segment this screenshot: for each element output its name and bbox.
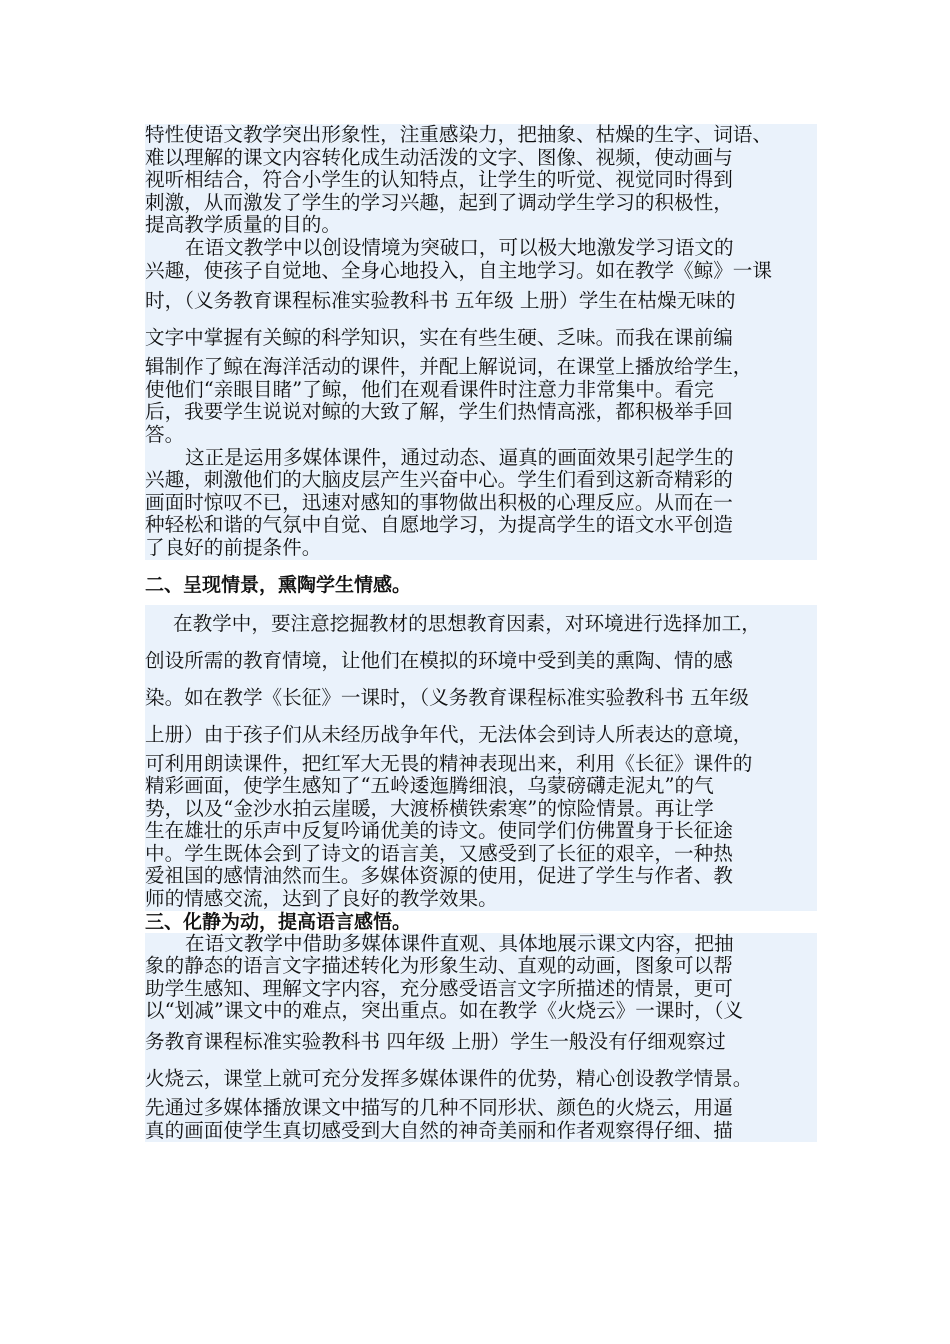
paragraph-3 [145, 447, 817, 560]
text-line: 了良好的前提条件。 [145, 537, 817, 560]
text-line: 文字中掌握有关鲸的科学知识，实在有些生硬、乏味。而我在课前编 [145, 319, 817, 356]
section-heading-3: 三、化静为动，提高语言感悟。 [145, 910, 412, 933]
paragraph-1 [145, 124, 817, 237]
text-line: 特性使语文教学突出形象性，注重感染力，把抽象、枯燥的生字、词语、 [145, 124, 817, 147]
text-line: 势，以及“金沙水拍云崖暖，大渡桥横铁索寒”的惊险情景。再让学 [145, 798, 817, 821]
text-line: 后，我要学生说说对鲸的大致了解，学生们热情高涨，都积极举手回 [145, 401, 817, 424]
paragraph-4 [145, 605, 817, 911]
text-line: 时，（义务教育课程标准实验教科书 五年级 上册）学生在枯燥无味的 [145, 282, 817, 319]
text-line: 视听相结合，符合小学生的认知特点，让学生的听觉、视觉同时得到 [145, 169, 817, 192]
text-line: 这正是运用多媒体课件，通过动态、逼真的画面效果引起学生的 [145, 447, 817, 470]
text-line: 在语文教学中以创设情境为突破口，可以极大地激发学习语文的 [145, 237, 817, 260]
paragraph-2 [145, 237, 817, 447]
text-line: 创设所需的教育情境，让他们在模拟的环境中受到美的熏陶、情的感 [145, 642, 817, 679]
text-line: 辑制作了鲸在海洋活动的课件，并配上解说词，在课堂上播放给学生， [145, 356, 817, 379]
text-line: 务教育课程标准实验教科书 四年级 上册）学生一般没有仔细观察过 [145, 1023, 817, 1060]
section-heading-2: 二、呈现情景，熏陶学生情感。 [145, 573, 412, 596]
text-line: 精彩画面，使学生感知了“五岭逶迤腾细浪，乌蒙磅礴走泥丸”的气 [145, 775, 817, 798]
text-line: 兴趣，使孩子自觉地、全身心地投入，自主地学习。如在教学《鲸》一课 [145, 260, 817, 283]
text-line: 师的情感交流，达到了良好的教学效果。 [145, 888, 817, 911]
text-line: 兴趣，刺激他们的大脑皮层产生兴奋中心。学生们看到这新奇精彩的 [145, 469, 817, 492]
text-line: 种轻松和谐的气氛中自觉、自愿地学习，为提高学生的语文水平创造 [145, 514, 817, 537]
text-line: 提高教学质量的目的。 [145, 214, 817, 237]
text-line: 火烧云，课堂上就可充分发挥多媒体课件的优势，精心创设教学情景。 [145, 1060, 817, 1097]
text-line: 答。 [145, 424, 817, 447]
text-line: 中。学生既体会到了诗文的语言美，又感受到了长征的艰辛，一种热 [145, 843, 817, 866]
text-line: 象的静态的语言文字描述转化为形象生动、直观的动画，图象可以帮 [145, 955, 817, 978]
text-line: 生在雄壮的乐声中反复吟诵优美的诗文。使同学们仿佛置身于长征途 [145, 820, 817, 843]
text-line: 爱祖国的感情油然而生。多媒体资源的使用，促进了学生与作者、教 [145, 865, 817, 888]
text-line: 可利用朗读课件，把红军大无畏的精神表现出来，利用《长征》课件的 [145, 753, 817, 776]
text-line: 难以理解的课文内容转化成生动活泼的文字、图像、视频，使动画与 [145, 147, 817, 170]
text-line: 以“划减”课文中的难点，突出重点。如在教学《火烧云》一课时，（义 [145, 1000, 817, 1023]
text-line: 先通过多媒体播放课文中描写的几种不同形状、颜色的火烧云，用逼 [145, 1097, 817, 1120]
text-line: 刺激，从而激发了学生的学习兴趣，起到了调动学生学习的积极性， [145, 192, 817, 215]
document-page [145, 124, 817, 1142]
text-line: 使他们“亲眼目睹”了鲸，他们在观看课件时注意力非常集中。看完 [145, 379, 817, 402]
text-line: 画面时惊叹不已，迅速对感知的事物做出积极的心理反应。从而在一 [145, 492, 817, 515]
paragraph-5 [145, 933, 817, 1143]
text-line: 真的画面使学生真切感受到大自然的神奇美丽和作者观察得仔细、描 [145, 1120, 817, 1143]
text-line: 在教学中，要注意挖掘教材的思想教育因素，对环境进行选择加工， [145, 605, 817, 642]
text-line: 在语文教学中借助多媒体课件直观、具体地展示课文内容，把抽 [145, 933, 817, 956]
text-line: 助学生感知、理解文字内容，充分感受语言文字所描述的情景，更可 [145, 978, 817, 1001]
text-line: 上册）由于孩子们从未经历战争年代，无法体会到诗人所表达的意境， [145, 716, 817, 753]
text-line: 染。如在教学《长征》一课时，（义务教育课程标准实验教科书 五年级 [145, 679, 817, 716]
